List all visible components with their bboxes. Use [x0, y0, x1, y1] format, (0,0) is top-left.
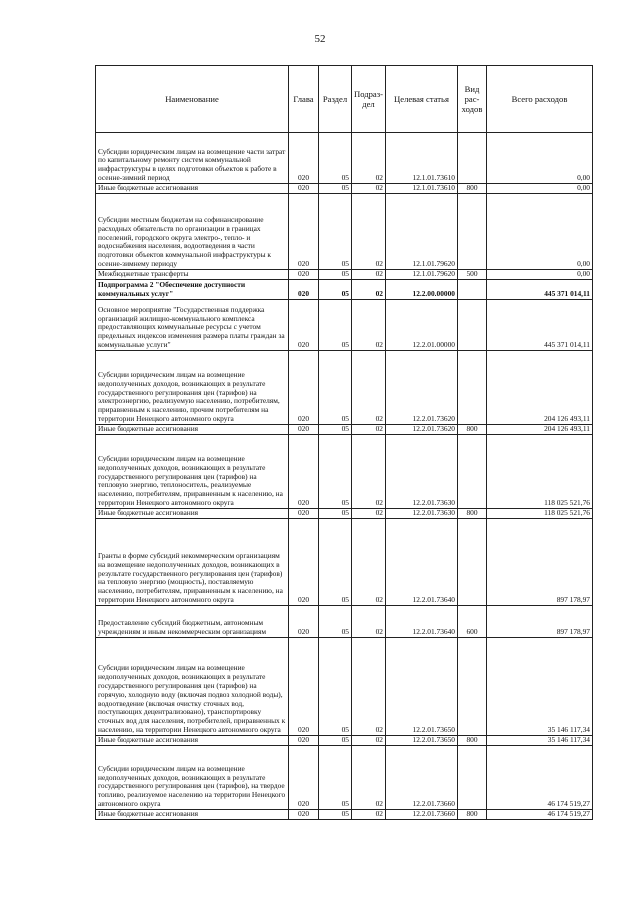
cell-target: 12.1.01.73610 — [386, 184, 458, 194]
table-row — [96, 435, 593, 509]
cell-glava: 020 — [289, 736, 319, 746]
cell-target: 12.2.01.00000 — [386, 300, 458, 351]
cell-name: Субсидии юридическим лицам на возмещение недополученных доходов, возникающих в результате государственного регулирования цен (тарифов) на тепловую энергию, теплоноситель, реализуемые населению, потребителям, приравненным к населению, на территории Ненецкого автономного округа — [96, 435, 289, 509]
cell-total: 445 371 014,11 — [487, 280, 593, 300]
cell-name: Подпрограмма 2 "Обеспечение доступности коммунальных услуг" — [96, 280, 289, 300]
table-row — [96, 638, 593, 736]
cell-total: 46 174 519,27 — [487, 746, 593, 810]
header-name: Наименование — [96, 66, 289, 133]
cell-podrazdel: 02 — [352, 746, 386, 810]
cell-glava: 020 — [289, 351, 319, 425]
cell-name: Субсидии юридическим лицам на возмещение недополученных доходов, возникающих в результате государственного регулирования цен (тарифов) на горячую, холодную воду (включая подвоз холодной воды), водоотведение (включая очистку сточных вод, поступающих децентрализовано), транспортировку сточных вод для населения, потребителей, приравненных к населению, на территории Ненецкого автономного округа — [96, 638, 289, 736]
cell-target: 12.2.01.73620 — [386, 425, 458, 435]
cell-razdel: 05 — [319, 194, 352, 270]
cell-razdel: 05 — [319, 736, 352, 746]
cell-total: 0,00 — [487, 270, 593, 280]
cell-name: Иные бюджетные ассигнования — [96, 184, 289, 194]
cell-total: 118 025 521,76 — [487, 435, 593, 509]
cell-razdel: 05 — [319, 280, 352, 300]
cell-razdel: 05 — [319, 184, 352, 194]
cell-vid — [458, 280, 487, 300]
cell-name: Субсидии местным бюджетам на софинансирование расходных обязательств по организации в границах поселений, городского округа электро-, тепло- и водоснабжения населения, водоотведения в части подготовки объектов коммунальной инфраструктуры к осенне-зимнему периоду — [96, 194, 289, 270]
cell-razdel: 05 — [319, 425, 352, 435]
table-row — [96, 194, 593, 270]
cell-vid — [458, 435, 487, 509]
cell-glava: 020 — [289, 184, 319, 194]
cell-glava: 020 — [289, 519, 319, 606]
cell-razdel: 05 — [319, 435, 352, 509]
cell-podrazdel: 02 — [352, 638, 386, 736]
cell-glava: 020 — [289, 638, 319, 736]
cell-total: 35 146 117,34 — [487, 736, 593, 746]
cell-podrazdel: 02 — [352, 519, 386, 606]
cell-total: 897 178,97 — [487, 606, 593, 638]
header-total: Всего расходов — [487, 66, 593, 133]
cell-total: 35 146 117,34 — [487, 638, 593, 736]
cell-vid — [458, 519, 487, 606]
cell-name: Иные бюджетные ассигнования — [96, 810, 289, 820]
cell-razdel: 05 — [319, 351, 352, 425]
cell-vid — [458, 194, 487, 270]
cell-glava: 020 — [289, 810, 319, 820]
cell-vid: 800 — [458, 425, 487, 435]
cell-razdel: 05 — [319, 300, 352, 351]
cell-total: 0,00 — [487, 184, 593, 194]
cell-razdel: 05 — [319, 519, 352, 606]
cell-glava: 020 — [289, 746, 319, 810]
cell-name: Иные бюджетные ассигнования — [96, 509, 289, 519]
header-podrazdel: Подраз- дел — [352, 66, 386, 133]
table-row — [96, 746, 593, 810]
cell-name: Субсидии юридическим лицам на возмещение недополученных доходов, возникающих в результате государственного регулирования цен (тарифов) на электроэнергию, реализуемую населению, потребителям, приравненным к населению, прочим потребителям на территории Ненецкого автономного округа — [96, 351, 289, 425]
cell-glava: 020 — [289, 425, 319, 435]
cell-glava: 020 — [289, 300, 319, 351]
cell-vid: 800 — [458, 509, 487, 519]
table-row — [96, 509, 593, 519]
table-row — [96, 300, 593, 351]
table-row — [96, 810, 593, 820]
cell-glava: 020 — [289, 606, 319, 638]
cell-vid — [458, 300, 487, 351]
header-glava: Глава — [289, 66, 319, 133]
cell-podrazdel: 02 — [352, 300, 386, 351]
table-row — [96, 184, 593, 194]
cell-name: Основное мероприятие "Государственная поддержка организаций жилищно-коммунального комплекса предоставляющих коммунальные ресурсы с учетом предельных индексов изменения размера платы граждан за коммунальные услуги" — [96, 300, 289, 351]
cell-glava: 020 — [289, 435, 319, 509]
header-razdel: Раздел — [319, 66, 352, 133]
cell-podrazdel: 02 — [352, 184, 386, 194]
table-row — [96, 351, 593, 425]
cell-target: 12.2.01.73630 — [386, 509, 458, 519]
cell-glava: 020 — [289, 280, 319, 300]
cell-razdel: 05 — [319, 810, 352, 820]
cell-vid — [458, 133, 487, 184]
table-row — [96, 606, 593, 638]
cell-target: 12.1.01.73610 — [386, 133, 458, 184]
cell-total: 46 174 519,27 — [487, 810, 593, 820]
cell-target: 12.1.01.79620 — [386, 194, 458, 270]
cell-name: Субсидии юридическим лицам на возмещение недополученных доходов, возникающих в результате государственного регулирования цен (тарифов), на твердое топливо, реализуемое населению на территории Ненецкого автономного округа — [96, 746, 289, 810]
cell-vid: 800 — [458, 736, 487, 746]
cell-target: 12.2.01.73630 — [386, 435, 458, 509]
header-vid: Вид рас- ходов — [458, 66, 487, 133]
budget-table — [95, 65, 593, 820]
cell-glava: 020 — [289, 270, 319, 280]
table-row — [96, 519, 593, 606]
cell-razdel: 05 — [319, 133, 352, 184]
table-header-row — [96, 66, 593, 133]
cell-target: 12.2.01.73640 — [386, 606, 458, 638]
header-target: Целевая статья — [386, 66, 458, 133]
cell-vid — [458, 351, 487, 425]
cell-vid: 600 — [458, 606, 487, 638]
cell-podrazdel: 02 — [352, 351, 386, 425]
cell-podrazdel: 02 — [352, 133, 386, 184]
page-number: 52 — [314, 33, 326, 45]
cell-podrazdel: 02 — [352, 270, 386, 280]
cell-total: 118 025 521,76 — [487, 509, 593, 519]
cell-total: 204 126 493,11 — [487, 351, 593, 425]
cell-podrazdel: 02 — [352, 810, 386, 820]
cell-name: Межбюджетные трансферты — [96, 270, 289, 280]
cell-target: 12.2.01.73650 — [386, 736, 458, 746]
cell-name: Гранты в форме субсидий некоммерческим организациям на возмещение недополученных доходов, возникающих в результате государственного регулирования цен (тарифов) на тепловую энергию (мощность), поставляемую населению, потребителям, приравненным к населению, на территории Ненецкого автономного округа — [96, 519, 289, 606]
cell-name: Иные бюджетные ассигнования — [96, 425, 289, 435]
cell-total: 204 126 493,11 — [487, 425, 593, 435]
cell-razdel: 05 — [319, 606, 352, 638]
cell-vid — [458, 638, 487, 736]
table-row — [96, 270, 593, 280]
cell-glava: 020 — [289, 133, 319, 184]
cell-name: Субсидии юридическим лицам на возмещение части затрат по капитальному ремонту систем коммунальной инфраструктуры в целях подготовки объектов к работе в осенне-зимний период — [96, 133, 289, 184]
table-row — [96, 133, 593, 184]
cell-total: 897 178,97 — [487, 519, 593, 606]
cell-target: 12.1.01.79620 — [386, 270, 458, 280]
cell-podrazdel: 02 — [352, 425, 386, 435]
table-row — [96, 736, 593, 746]
cell-vid — [458, 746, 487, 810]
cell-podrazdel: 02 — [352, 280, 386, 300]
table-row — [96, 425, 593, 435]
cell-razdel: 05 — [319, 270, 352, 280]
cell-podrazdel: 02 — [352, 606, 386, 638]
cell-total: 0,00 — [487, 133, 593, 184]
cell-name: Предоставление субсидий бюджетным, автономным учреждениям и иным некоммерческим организациям — [96, 606, 289, 638]
cell-podrazdel: 02 — [352, 194, 386, 270]
cell-target: 12.2.01.73620 — [386, 351, 458, 425]
cell-total: 0,00 — [487, 194, 593, 270]
cell-target: 12.2.01.73660 — [386, 746, 458, 810]
cell-name: Иные бюджетные ассигнования — [96, 736, 289, 746]
cell-razdel: 05 — [319, 746, 352, 810]
cell-vid: 500 — [458, 270, 487, 280]
cell-razdel: 05 — [319, 638, 352, 736]
cell-vid: 800 — [458, 184, 487, 194]
cell-glava: 020 — [289, 194, 319, 270]
cell-target: 12.2.01.73660 — [386, 810, 458, 820]
cell-podrazdel: 02 — [352, 435, 386, 509]
cell-podrazdel: 02 — [352, 509, 386, 519]
cell-podrazdel: 02 — [352, 736, 386, 746]
cell-glava: 020 — [289, 509, 319, 519]
cell-razdel: 05 — [319, 509, 352, 519]
cell-vid: 800 — [458, 810, 487, 820]
cell-target: 12.2.00.00000 — [386, 280, 458, 300]
cell-total: 445 371 014,11 — [487, 300, 593, 351]
cell-target: 12.2.01.73640 — [386, 519, 458, 606]
table-row — [96, 280, 593, 300]
cell-target: 12.2.01.73650 — [386, 638, 458, 736]
